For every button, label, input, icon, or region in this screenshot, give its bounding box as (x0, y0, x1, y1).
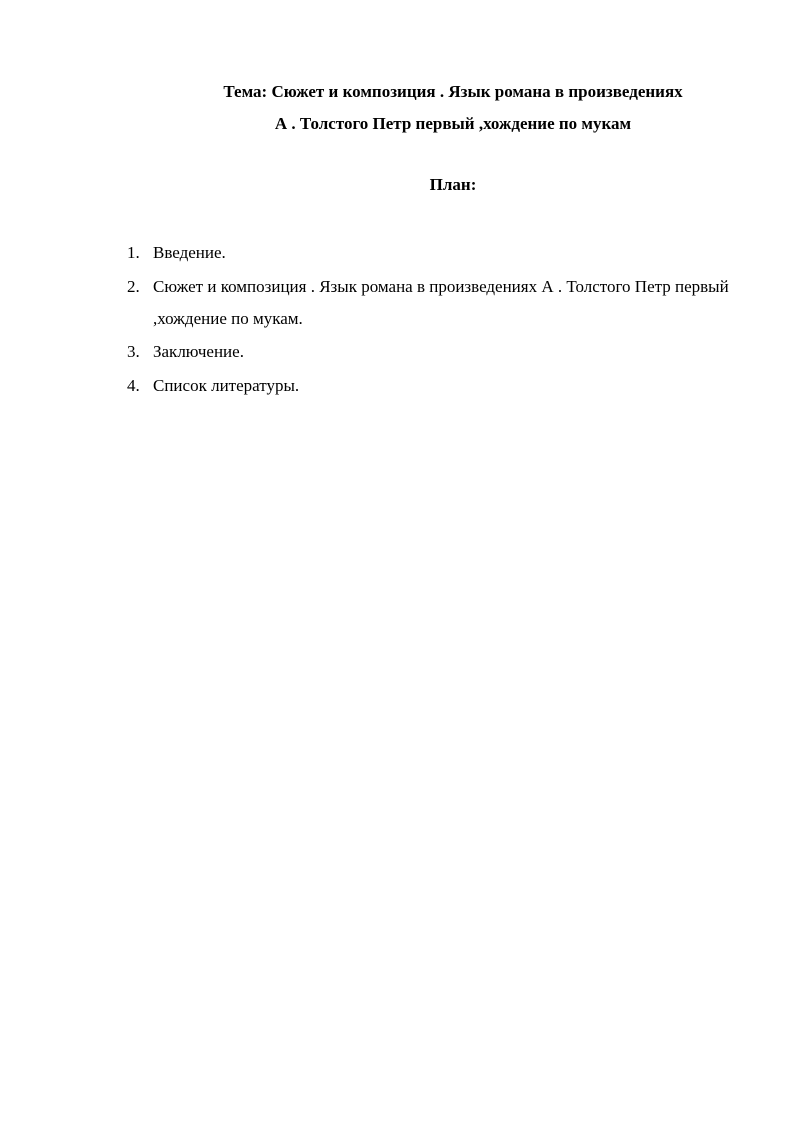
document-title (0, 76, 800, 140)
plan-heading: План: (429, 175, 477, 194)
plan-item (127, 370, 757, 402)
plan-item (127, 271, 757, 335)
title-line-1: Тема: Сюжет и композиция . Язык романа в произведениях (223, 82, 683, 101)
plan-item-text: Заключение. (153, 342, 244, 361)
plan-item (127, 336, 757, 368)
plan-list (127, 237, 757, 403)
plan-item-text: Список литературы. (153, 375, 300, 395)
plan-item-number: 1. (127, 243, 140, 262)
plan-item-text: Введение. (153, 243, 226, 262)
plan-item (127, 237, 757, 269)
plan-item-text: Сюжет и композиция . Язык романа в произведениях А . Толстого Петр первый ,хождение по мукам. (153, 276, 729, 328)
plan-item-number: 2. (127, 276, 140, 296)
title-line-2: А . Толстого Петр первый ,хождение по мукам (274, 114, 632, 133)
plan-item-number: 4. (127, 375, 140, 395)
plan-item-number: 3. (127, 342, 140, 361)
